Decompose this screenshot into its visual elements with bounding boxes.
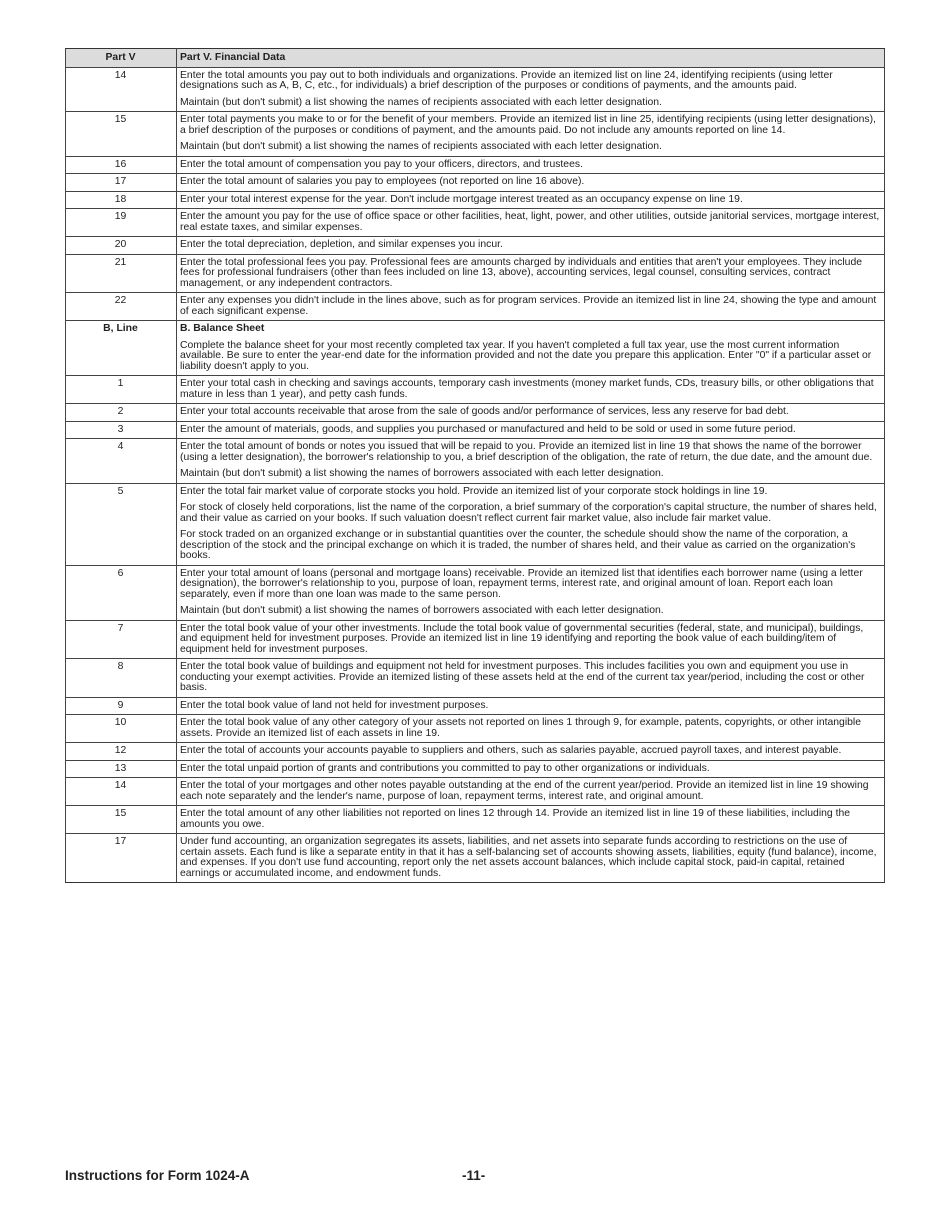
line-instruction bbox=[177, 743, 885, 761]
table-header-row bbox=[66, 49, 885, 68]
line-number: 8 bbox=[66, 659, 177, 698]
instruction-paragraph: Enter the total book value of any other category of your assets not reported on lines 1 through 9, for example, patents, copyrights, or other intangible assets. Provide an itemized list of each assets in line 19. bbox=[180, 717, 861, 739]
table-row bbox=[66, 778, 885, 806]
instruction-paragraph: Enter the total of accounts your accounts payable to suppliers and others, such as salaries payable, accrued payroll taxes, and interest payable. bbox=[180, 745, 842, 756]
table-row bbox=[66, 565, 885, 620]
instruction-paragraph: Enter the total amount of any other liabilities not reported on lines 12 through 14. Provide an itemized list in line 19 of these liabilities, including the amounts you owe. bbox=[180, 808, 851, 830]
instruction-paragraph: Enter your total cash in checking and savings accounts, temporary cash investments (money market funds, CDs, treasury bills, or other obligations that mature in less than 1 year), and petty cash funds. bbox=[180, 378, 874, 400]
line-number: 10 bbox=[66, 715, 177, 743]
line-number: 4 bbox=[66, 439, 177, 484]
line-number: B, Line bbox=[66, 321, 177, 376]
line-instruction bbox=[177, 191, 885, 209]
line-instruction bbox=[177, 439, 885, 484]
instruction-paragraph: Enter the total amounts you pay out to both individuals and organizations. Provide an itemized list on line 24, identifying recipients (using letter designations such as A, B, C, etc., for individuals) a brief description of the purposes or conditions of payments, and the amounts paid. bbox=[180, 69, 833, 91]
line-instruction bbox=[177, 209, 885, 237]
table-row bbox=[66, 237, 885, 255]
line-instruction bbox=[177, 321, 885, 376]
line-number: 12 bbox=[66, 743, 177, 761]
line-number: 7 bbox=[66, 620, 177, 659]
table-row bbox=[66, 715, 885, 743]
line-instruction bbox=[177, 156, 885, 174]
line-instruction bbox=[177, 620, 885, 659]
instruction-paragraph: Enter the total amount of salaries you pay to employees (not reported on line 16 above). bbox=[180, 176, 585, 187]
line-number: 13 bbox=[66, 760, 177, 778]
instruction-paragraph: Enter the total depreciation, depletion, and similar expenses you incur. bbox=[180, 239, 503, 250]
instruction-paragraph: Enter the total fair market value of corporate stocks you hold. Provide an itemized list of your corporate stock holdings in line 19. bbox=[180, 485, 768, 497]
line-number: 14 bbox=[66, 67, 177, 112]
line-instruction bbox=[177, 715, 885, 743]
instruction-paragraph: Maintain (but don't submit) a list showing the names of borrowers associated with each letter designation. bbox=[180, 468, 664, 479]
table-row bbox=[66, 697, 885, 715]
table-row bbox=[66, 174, 885, 192]
instruction-paragraph: Enter your total accounts receivable that arose from the sale of goods and/or performance of services, less any reserve for bad debt. bbox=[180, 406, 789, 417]
line-instruction bbox=[177, 404, 885, 422]
instruction-paragraph: Enter the total amount of bonds or notes you issued that will be repaid to you. Provide an itemized list in line 19 that shows the name of the borrower (using a letter designation), the borrower's relationship to you, a brief description of the obligation, the rate of return, the due date, and the amount due. bbox=[180, 441, 873, 463]
line-number: 9 bbox=[66, 697, 177, 715]
table-row bbox=[66, 421, 885, 439]
line-instruction bbox=[177, 834, 885, 883]
instruction-paragraph: Enter your total interest expense for the year. Don't include mortgage interest treated as an occupancy expense on line 19. bbox=[180, 193, 743, 205]
instruction-paragraph: Enter the total professional fees you pay. Professional fees are amounts charged by individuals and entities that aren't your employees. They include fees for professional fundraisers (other than fees included on line 13, above), accounting services, legal counsel, consulting services, contract management, or any independent contractors. bbox=[180, 256, 863, 289]
table-row bbox=[66, 404, 885, 422]
footer-form-title: Instructions for Form 1024-A bbox=[65, 1168, 250, 1183]
line-instruction bbox=[177, 293, 885, 321]
table-row bbox=[66, 254, 885, 293]
line-instruction bbox=[177, 174, 885, 192]
header-title: Part V. Financial Data bbox=[177, 49, 885, 68]
table-body bbox=[66, 67, 885, 883]
line-number: 20 bbox=[66, 237, 177, 255]
instruction-paragraph: Enter the total amount of compensation you pay to your officers, directors, and trustees. bbox=[180, 158, 583, 170]
section-heading: B. Balance Sheet bbox=[180, 323, 265, 334]
line-number: 19 bbox=[66, 209, 177, 237]
line-number: 16 bbox=[66, 156, 177, 174]
table-row bbox=[66, 620, 885, 659]
header-part: Part V bbox=[66, 49, 177, 68]
line-instruction bbox=[177, 659, 885, 698]
line-instruction bbox=[177, 697, 885, 715]
table-row bbox=[66, 191, 885, 209]
line-number: 18 bbox=[66, 191, 177, 209]
line-number: 2 bbox=[66, 404, 177, 422]
instruction-paragraph: Enter the amount you pay for the use of office space or other facilities, heat, light, power, and other utilities, outside janitorial services, mortgage interest, real estate taxes, and similar expenses. bbox=[180, 211, 880, 233]
instruction-paragraph: Maintain (but don't submit) a list showing the names of borrowers associated with each letter designation. bbox=[180, 605, 664, 616]
table-row bbox=[66, 659, 885, 698]
table-row bbox=[66, 156, 885, 174]
table-row bbox=[66, 760, 885, 778]
instruction-paragraph: For stock of closely held corporations, list the name of the corporation, a brief summary of the corporation's capital structure, the number of shares held, and their value as carried on your books. If such valuation doesn't reflect current fair market value, also include fair market value. bbox=[180, 502, 877, 524]
line-instruction bbox=[177, 237, 885, 255]
instruction-paragraph: Enter the total unpaid portion of grants and contributions you committed to pay to other organizations or individuals. bbox=[180, 762, 710, 774]
table-row bbox=[66, 209, 885, 237]
instruction-paragraph: Maintain (but don't submit) a list showing the names of recipients associated with each letter designation. bbox=[180, 96, 662, 108]
table-row bbox=[66, 439, 885, 484]
footer-page-number: -11- bbox=[462, 1168, 486, 1183]
instruction-paragraph: For stock traded on an organized exchange or in substantial quantities over the counter, the schedule should show the name of the corporation, a description of the stock and the principal exchange on which it is traded, the number of shares held, and their value as carried on the organization's books. bbox=[180, 529, 856, 561]
line-number: 15 bbox=[66, 806, 177, 834]
line-number: 17 bbox=[66, 834, 177, 883]
line-instruction bbox=[177, 483, 885, 565]
table-row bbox=[66, 293, 885, 321]
instruction-paragraph: Maintain (but don't submit) a list showing the names of recipients associated with each letter designation. bbox=[180, 141, 662, 152]
table-row bbox=[66, 743, 885, 761]
instruction-paragraph: Enter the total book value of buildings and equipment not held for investment purposes. This includes facilities you own and equipment you use in conducting your exempt activities. Provide an itemized listing of these assets held at the end of the current tax year/period, including the cost or other basis. bbox=[180, 661, 865, 693]
table-row bbox=[66, 67, 885, 112]
line-number: 3 bbox=[66, 421, 177, 439]
line-instruction bbox=[177, 760, 885, 778]
line-number: 14 bbox=[66, 778, 177, 806]
line-number: 5 bbox=[66, 483, 177, 565]
table-row bbox=[66, 321, 885, 376]
table-row bbox=[66, 376, 885, 404]
instruction-paragraph: Enter the amount of materials, goods, and supplies you purchased or manufactured and held to be sold or used in some future period. bbox=[180, 423, 796, 435]
instruction-paragraph: Under fund accounting, an organization segregates its assets, liabilities, and net assets into separate funds according to restrictions on the use of certain assets. Each fund is like a separate entity in that it has a self-balancing set of accounts showing assets, liabilities, equity (fund balance), income, and expenses. If you don't use fund accounting, report only the net assets account balances, which include capital stock, paid-in capital, retained earnings or accumulated income, and endowment funds. bbox=[180, 836, 877, 879]
line-number: 22 bbox=[66, 293, 177, 321]
instruction-paragraph: Enter the total book value of your other investments. Include the total book value of governmental securities (federal, state, and municipal), buildings, and equipment held for investment purposes. Provide an itemized list in line 19 identifying and reporting the book value of each building/item of equipment held for investment purposes. bbox=[180, 622, 864, 655]
line-instruction bbox=[177, 112, 885, 157]
instruction-paragraph: Complete the balance sheet for your most recently completed tax year. If you haven't completed a full tax year, use the most current information available. Be sure to enter the year-end date for the information provided and not the date you prepare this application. Enter "0" if a particular asset or liability doesn't apply to you. bbox=[180, 339, 872, 372]
line-instruction bbox=[177, 376, 885, 404]
line-number: 1 bbox=[66, 376, 177, 404]
line-instruction bbox=[177, 421, 885, 439]
line-number: 17 bbox=[66, 174, 177, 192]
instruction-paragraph: Enter your total amount of loans (personal and mortgage loans) receivable. Provide an itemized list that identifies each borrower name (using a letter designation), the borrower's relationship to you, purpose of loan, repayment terms, interest rate, and original amount of loan. Report each loan separately, even if more than one loan was made to the same person. bbox=[180, 567, 863, 600]
table-row bbox=[66, 112, 885, 157]
instruction-paragraph: Enter any expenses you didn't include in the lines above, such as for program services. Provide an itemized list in line 24, showing the type and amount of each significant expense. bbox=[180, 295, 877, 317]
instruction-paragraph: Enter the total of your mortgages and other notes payable outstanding at the end of the current year/period. Provide an itemized list in line 19 showing each note separately and the lender's name, purpose of loan, repayment terms, interest rate, and original amount. bbox=[180, 780, 869, 802]
line-number: 15 bbox=[66, 112, 177, 157]
line-instruction bbox=[177, 778, 885, 806]
table-row bbox=[66, 806, 885, 834]
line-instruction bbox=[177, 806, 885, 834]
line-instruction bbox=[177, 254, 885, 293]
line-number: 21 bbox=[66, 254, 177, 293]
instruction-paragraph: Enter total payments you make to or for the benefit of your members. Provide an itemized list in line 25, identifying recipients (using letter designations), a brief description of the purposes or conditions of payment, and the amounts paid. Do not include any amounts reported on line 14. bbox=[180, 114, 876, 136]
table-row bbox=[66, 483, 885, 565]
line-instruction bbox=[177, 565, 885, 620]
line-instruction bbox=[177, 67, 885, 112]
line-number: 6 bbox=[66, 565, 177, 620]
instruction-paragraph: Enter the total book value of land not held for investment purposes. bbox=[180, 699, 489, 711]
table-row bbox=[66, 834, 885, 883]
instructions-table bbox=[65, 48, 885, 883]
